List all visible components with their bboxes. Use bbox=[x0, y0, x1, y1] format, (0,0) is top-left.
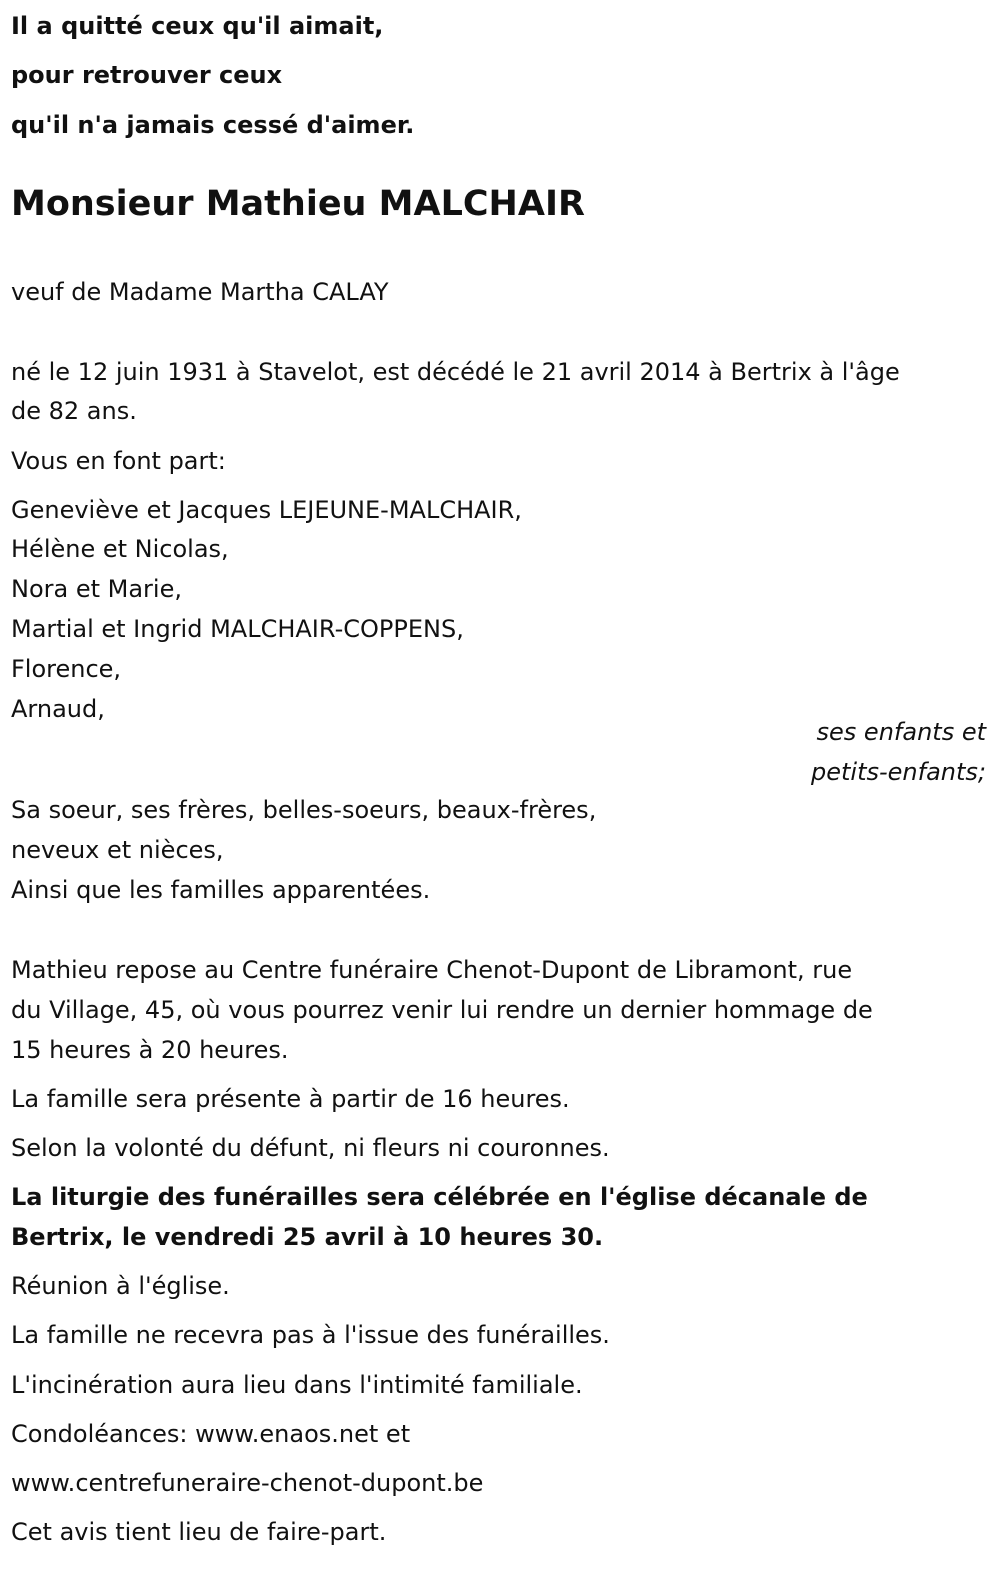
condolences-url: www.centrefuneraire-chenot-dupont.be bbox=[11, 1469, 484, 1497]
liturgy-line-2: Bertrix, le vendredi 25 avril à 10 heures 30. bbox=[11, 1223, 604, 1251]
family-role-line-2: petits-enfants; bbox=[811, 758, 986, 786]
relatives-line-3: Ainsi que les familles apparentées. bbox=[11, 876, 431, 904]
meeting-line: Réunion à l'église. bbox=[11, 1272, 230, 1300]
relatives-line-2: neveux et nièces, bbox=[11, 836, 224, 864]
no-reception-line: La famille ne recevra pas à l'issue des funérailles. bbox=[11, 1321, 610, 1349]
condolences-line: Condoléances: www.enaos.net et bbox=[11, 1420, 411, 1448]
cremation-line: L'incinération aura lieu dans l'intimité familiale. bbox=[11, 1371, 583, 1399]
family-presence-line: La famille sera présente à partir de 16 heures. bbox=[11, 1085, 570, 1113]
rest-line-1: Mathieu repose au Centre funéraire Chenot-Dupont de Libramont, rue bbox=[11, 956, 853, 984]
birth-death-line-1: né le 12 juin 1931 à Stavelot, est décédé le 21 avril 2014 à Bertrix à l'âge bbox=[11, 358, 900, 386]
birth-death-line-2: de 82 ans. bbox=[11, 397, 137, 425]
epitaph-line-2: pour retrouver ceux bbox=[11, 61, 283, 89]
family-member: Martial et Ingrid MALCHAIR-COPPENS, bbox=[11, 615, 464, 643]
rest-line-2: du Village, 45, où vous pourrez venir lui rendre un dernier hommage de bbox=[11, 996, 873, 1024]
epitaph-line-3: qu'il n'a jamais cessé d'aimer. bbox=[11, 111, 415, 139]
widower-line: veuf de Madame Martha CALAY bbox=[11, 278, 389, 306]
announcement-line: Vous en font part: bbox=[11, 447, 226, 475]
liturgy-line-1: La liturgie des funérailles sera célébrée en l'église décanale de bbox=[11, 1183, 868, 1211]
flowers-line: Selon la volonté du défunt, ni fleurs ni couronnes. bbox=[11, 1134, 610, 1162]
epitaph-line-1: Il a quitté ceux qu'il aimait, bbox=[11, 12, 384, 40]
family-member: Arnaud, bbox=[11, 695, 105, 723]
family-member: Florence, bbox=[11, 655, 122, 683]
family-member: Geneviève et Jacques LEJEUNE-MALCHAIR, bbox=[11, 496, 522, 524]
family-member: Hélène et Nicolas, bbox=[11, 535, 229, 563]
deceased-name: Monsieur Mathieu MALCHAIR bbox=[11, 184, 585, 224]
relatives-line-1: Sa soeur, ses frères, belles-soeurs, beaux-frères, bbox=[11, 796, 597, 824]
family-role-line-1: ses enfants et bbox=[816, 718, 986, 746]
family-member: Nora et Marie, bbox=[11, 575, 182, 603]
rest-line-3: 15 heures à 20 heures. bbox=[11, 1036, 289, 1064]
closing-line: Cet avis tient lieu de faire-part. bbox=[11, 1518, 387, 1546]
